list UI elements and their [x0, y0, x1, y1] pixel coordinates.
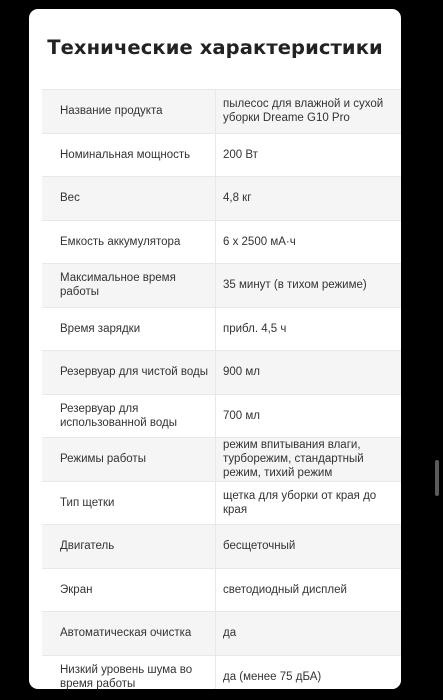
spec-value: 700 мл [223, 409, 260, 422]
spec-row [42, 394, 401, 438]
spec-value: прибл. 4,5 ч [223, 322, 287, 335]
page-title: Технические характеристики [47, 36, 383, 59]
spec-label: Резервуар для использованной воды [42, 395, 216, 438]
spec-label: Название продукта [42, 90, 216, 133]
spec-row [42, 350, 401, 394]
spec-row [42, 481, 401, 525]
spec-table [42, 89, 401, 689]
spec-label: Номинальная мощность [42, 134, 216, 177]
spec-label: Экран [42, 569, 216, 612]
spec-value: 6 x 2500 мА·ч [223, 235, 296, 248]
spec-value: щетка для уборки от края до края [223, 489, 377, 516]
spec-label: Автоматическая очистка [42, 612, 216, 655]
spec-value: пылесос для влажной и сухой уборки Dreame G10 Pro [223, 98, 384, 125]
spec-row [42, 611, 401, 655]
spec-row [42, 176, 401, 220]
spec-value: бесщеточный [223, 540, 296, 553]
spec-label: Резервуар для чистой воды [42, 351, 216, 394]
spec-label: Тип щетки [42, 482, 216, 525]
spec-row [42, 655, 401, 690]
spec-label: Емкость аккумулятора [42, 221, 216, 264]
spec-label: Вес [42, 177, 216, 220]
scrollbar-thumb[interactable] [435, 460, 439, 496]
spec-row [42, 524, 401, 568]
spec-value: режим впитывания влаги, турборежим, стандартный режим, тихий режим [223, 439, 364, 480]
spec-row [42, 133, 401, 177]
spec-label: Время зарядки [42, 308, 216, 351]
spec-value: 900 мл [223, 366, 260, 379]
spec-row [42, 307, 401, 351]
spec-card [29, 9, 401, 689]
spec-row [42, 437, 401, 481]
spec-value: 4,8 кг [223, 192, 252, 205]
spec-label: Низкий уровень шума во время работы [42, 656, 216, 690]
spec-value: да [223, 627, 237, 640]
spec-row [42, 568, 401, 612]
spec-value: 35 минут (в тихом режиме) [223, 279, 367, 292]
spec-value: да (менее 75 дБА) [223, 670, 322, 683]
spec-value: 200 Вт [223, 148, 258, 161]
spec-row [42, 263, 401, 307]
spec-row [42, 220, 401, 264]
spec-row [42, 89, 401, 133]
spec-label: Максимальное время работы [42, 264, 216, 307]
spec-label: Режимы работы [42, 438, 216, 481]
spec-label: Двигатель [42, 525, 216, 568]
spec-value: светодиодный дисплей [223, 583, 347, 596]
